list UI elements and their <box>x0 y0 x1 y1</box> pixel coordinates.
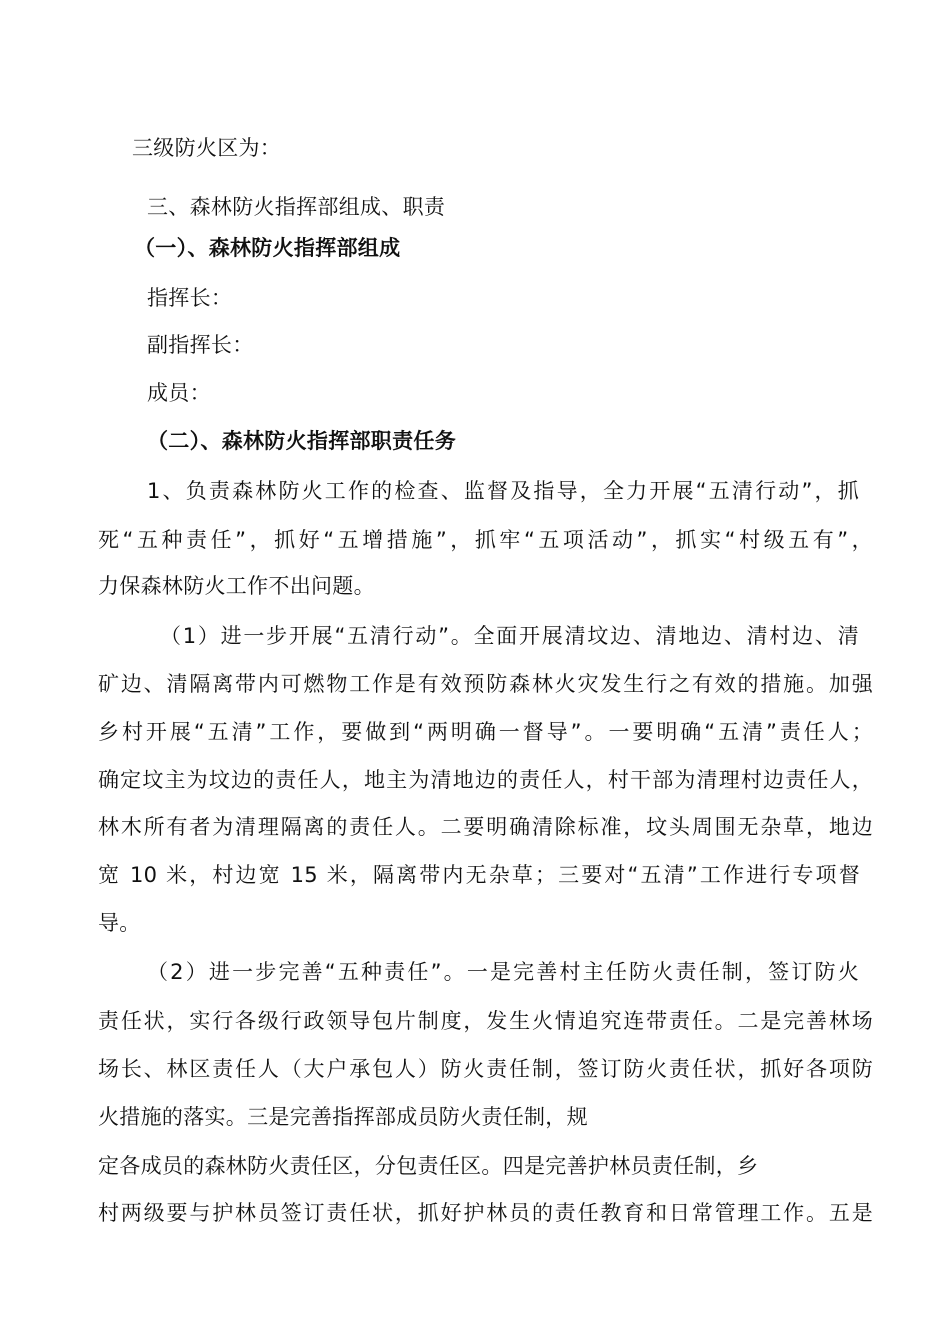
paragraph-line: 导。 <box>98 911 141 935</box>
paragraph-line: 村两级要与护林员签订责任状，抓好护林员的责任教育和日常管理工作。五是 <box>98 1201 873 1225</box>
paragraph-line: （2）进一步完善“五种责任”。一是完善村主任防火责任制，签订防火 <box>147 960 859 984</box>
paragraph-line: 乡村开展“五清”工作，要做到“两明确一督导”。一要明确“五清”责任人； <box>98 720 873 744</box>
paragraph-line: 火措施的落实。三是完善指挥部成员防火责任制，规 <box>98 1105 588 1129</box>
paragraph-line: 确定坟主为坟边的责任人，地主为清地边的责任人，村干部为清理村边责任人， <box>98 768 873 792</box>
section-heading: 三、森林防火指挥部组成、职责 <box>147 195 446 219</box>
paragraph-line: 场长、林区责任人（大户承包人）防火责任制，签订防火责任状，抓好各项防 <box>98 1057 873 1081</box>
paragraph-line: 林木所有者为清理隔离的责任人。二要明确清除标准，坟头周围无杂草，地边 <box>98 815 873 839</box>
text-line: 副指挥长： <box>147 333 254 357</box>
subsection-heading: （二）、森林防火指挥部职责任务 <box>147 429 456 453</box>
paragraph-line: 力保森林防火工作不出问题。 <box>98 574 375 598</box>
text-line: 成员： <box>147 381 211 405</box>
paragraph-line: 定各成员的森林防火责任区，分包责任区。四是完善护林员责任制，乡 <box>98 1154 759 1178</box>
paragraph-line: 死“五种责任”，抓好“五增措施”，抓牢“五项活动”，抓实“村级五有”， <box>98 528 873 552</box>
subsection-heading: （一）、森林防火指挥部组成 <box>134 236 401 260</box>
paragraph-line: 宽 10 米，村边宽 15 米，隔离带内无杂草；三要对“五清”工作进行专项督 <box>98 863 860 887</box>
text-line: 指挥长： <box>147 286 233 310</box>
paragraph-line: 责任状，实行各级行政领导包片制度，发生火情追究连带责任。二是完善林场 <box>98 1009 873 1033</box>
paragraph-line: 1、负责森林防火工作的检查、监督及指导，全力开展“五清行动”，抓 <box>147 479 859 503</box>
text-line: 三级防火区为： <box>132 136 282 160</box>
paragraph-line: 矿边、清隔离带内可燃物工作是有效预防森林火灾发生行之有效的措施。加强 <box>98 672 873 696</box>
paragraph-line: （1）进一步开展“五清行动”。全面开展清坟边、清地边、清村边、清 <box>160 624 859 648</box>
